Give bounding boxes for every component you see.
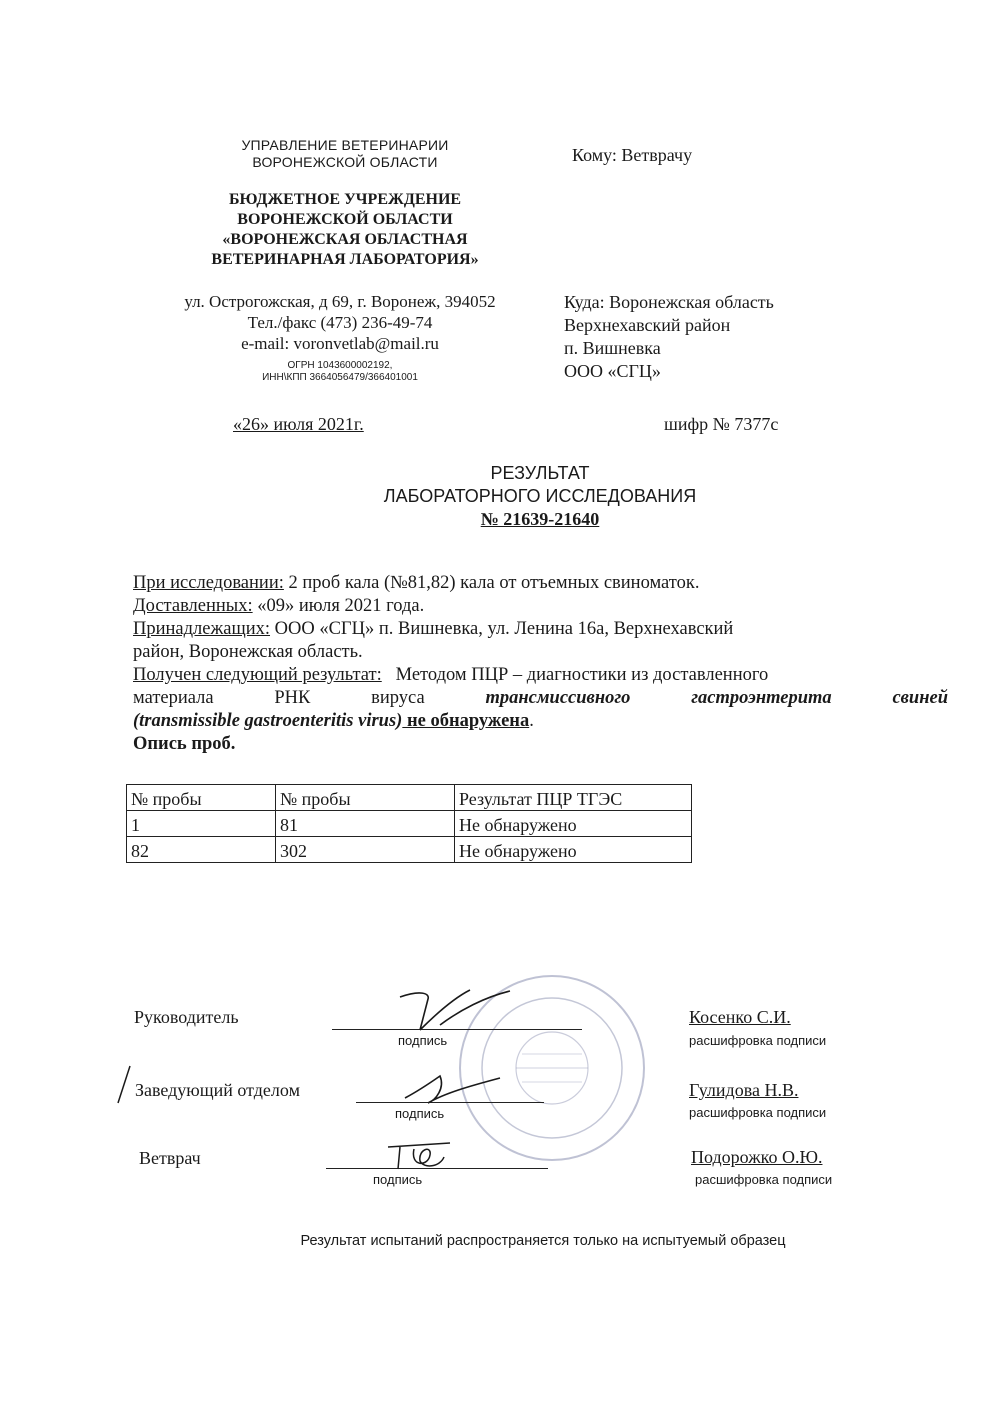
handwritten-signature: [380, 1137, 470, 1177]
signer-name-caption: расшифровка подписи: [689, 1105, 827, 1120]
table-cell: Не обнаружено: [455, 811, 692, 837]
signature-caption: подпись: [398, 1033, 448, 1048]
footer-note: Результат испытаний распространяется только на испытуемый образец: [300, 1233, 786, 1249]
organization-name: [170, 190, 520, 270]
signer-name: Подорожко О.Ю.: [691, 1147, 823, 1167]
signature-role: Ветврач: [139, 1148, 201, 1168]
inn: ИНН\КПП 3664056479/366401001: [262, 372, 418, 383]
handwritten-signature: [390, 985, 530, 1040]
signer-name-caption: расшифровка подписи: [695, 1172, 833, 1187]
result-text: материала РНК вируса: [133, 688, 486, 708]
signature-role: Заведующий отделом: [135, 1080, 300, 1100]
belonging-text-cont: район, Воронежская область.: [133, 642, 363, 662]
signature-caption: подпись: [373, 1172, 423, 1187]
destination-line: Верхнехавский район: [564, 315, 731, 335]
result-line-2: [133, 687, 948, 710]
cipher: шифр № 7377с: [664, 414, 779, 434]
signer-name-caption: расшифровка подписи: [689, 1033, 827, 1048]
belonging-line: [133, 618, 948, 641]
samples-table: [126, 784, 692, 863]
delivered-text: «09» июля 2021 года.: [252, 596, 425, 616]
table-header: Результат ПЦР ТГЭС: [455, 785, 692, 811]
ogrn: ОГРН 1043600002192,: [287, 360, 393, 371]
org-line: «ВОРОНЕЖСКАЯ ОБЛАСТНАЯ: [222, 231, 468, 248]
table-cell: 81: [276, 811, 455, 837]
result-text: Методом ПЦР – диагностики из доставленного: [381, 665, 769, 685]
table-header: № пробы: [276, 785, 455, 811]
handwritten-signature: [400, 1068, 510, 1110]
org-phone: Тел./факс (473) 236-49-74: [247, 313, 433, 332]
result-label: Получен следующий результат:: [133, 665, 382, 685]
table-cell: 302: [276, 837, 455, 863]
table-header: № пробы: [127, 785, 276, 811]
org-registry: [190, 360, 490, 384]
title-line: ЛАБОРАТОРНОГО ИССЛЕДОВАНИЯ: [383, 486, 697, 506]
result-period: .: [529, 711, 534, 731]
document-body: [133, 572, 948, 756]
table-cell: 82: [127, 837, 276, 863]
belonging-label: Принадлежащих:: [133, 619, 271, 639]
title-line: РЕЗУЛЬТАТ: [490, 463, 590, 483]
signature-caption: подпись: [395, 1106, 445, 1121]
signer-name: Гулидова Н.В.: [689, 1080, 799, 1100]
table-header-row: [127, 785, 692, 811]
virus-latin-name: (transmissible gastroenteritis virus): [133, 711, 403, 731]
destination: [564, 291, 774, 383]
table-cell: Не обнаружено: [455, 837, 692, 863]
destination-line: п. Вишневка: [564, 338, 661, 358]
signer-name: Косенко С.И.: [689, 1007, 791, 1027]
issue-date: «26» июля 2021г.: [233, 414, 364, 434]
destination-line: ООО «СГЦ»: [564, 361, 661, 381]
study-line: [133, 572, 948, 595]
delivered-label: Доставленных:: [133, 596, 253, 616]
table-row: [127, 837, 692, 863]
document-title: [300, 462, 780, 531]
result-line: [133, 664, 948, 687]
virus-name: трансмиссивного гастроэнтерита свиней: [485, 688, 948, 708]
authority-name: [190, 137, 500, 171]
study-label: При исследовании:: [133, 573, 284, 593]
delivered-line: [133, 595, 948, 618]
org-address: ул. Острогожская, д 69, г. Воронеж, 394052: [184, 292, 496, 311]
signature-role: Руководитель: [134, 1007, 239, 1027]
authority-line: ВОРОНЕЖСКОЙ ОБЛАСТИ: [252, 154, 438, 170]
org-line: ВЕТЕРИНАРНАЯ ЛАБОРАТОРИЯ»: [211, 251, 479, 268]
table-cell: 1: [127, 811, 276, 837]
result-line-3: [133, 710, 948, 733]
inventory-heading: Опись проб.: [133, 734, 236, 754]
authority-line: УПРАВЛЕНИЕ ВЕТЕРИНАРИИ: [241, 137, 449, 153]
slash-mark: [114, 1062, 134, 1107]
org-line: БЮДЖЕТНОЕ УЧРЕЖДЕНИЕ: [228, 191, 462, 208]
org-contacts: [140, 291, 540, 354]
recipient: Кому: Ветврачу: [572, 145, 693, 165]
org-email: e-mail: voronvetlab@mail.ru: [241, 334, 439, 353]
result-verdict: не обнаружена: [402, 711, 530, 731]
document-number: № 21639-21640: [480, 509, 600, 529]
belonging-text: ООО «СГЦ» п. Вишневка, ул. Ленина 16а, Верхнехавский: [270, 619, 734, 639]
table-row: [127, 811, 692, 837]
org-line: ВОРОНЕЖСКОЙ ОБЛАСТИ: [237, 211, 453, 228]
destination-line: Куда: Воронежская область: [564, 292, 774, 312]
study-text: 2 проб кала (№81,82) кала от отъемных свиноматок.: [283, 573, 700, 593]
